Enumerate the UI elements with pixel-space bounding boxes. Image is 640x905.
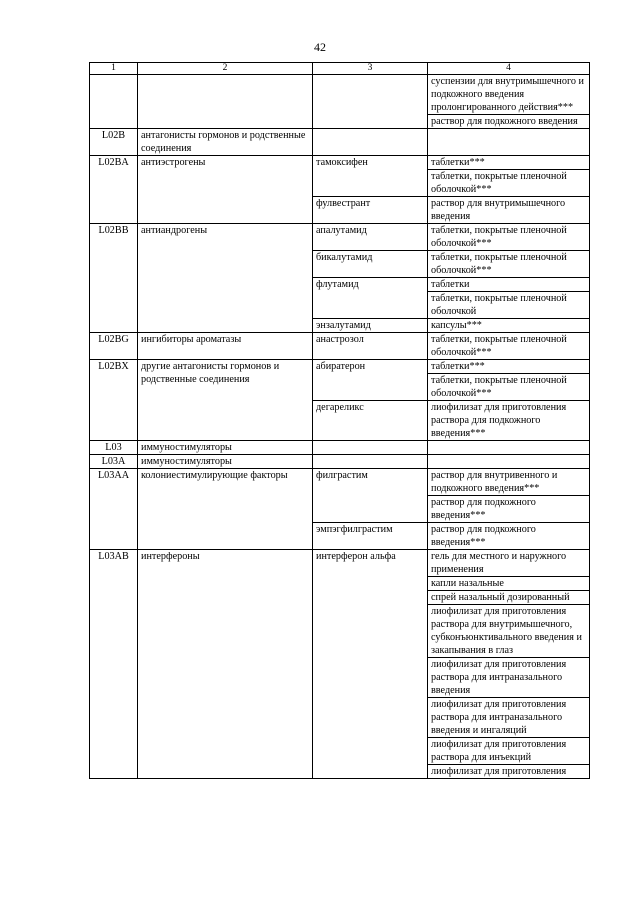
drug-name — [313, 455, 428, 469]
group-name: колониестимулирующие факторы — [138, 469, 313, 550]
table-row — [90, 360, 590, 401]
dosage-form: таблетки, покрытые пленочной оболочкой — [428, 291, 589, 318]
header-col-1: 1 — [90, 63, 138, 75]
group-name: интерфероны — [138, 550, 313, 779]
atc-code: L02BX — [90, 360, 138, 441]
page-number: 42 — [314, 40, 326, 54]
dosage-form: таблетки, покрытые пленочной оболочкой*** — [428, 373, 589, 400]
table-row — [90, 441, 590, 455]
dosage-form: таблетки*** — [431, 157, 485, 168]
dosage-form: лиофилизат для приготовления раствора для внутримышечного, субконъюнктивального введения и закапывания в глаз — [428, 604, 589, 657]
dosage-form: раствор для внутривенного и подкожного введения*** — [431, 470, 558, 494]
atc-code: L03A — [90, 455, 138, 469]
group-name — [138, 75, 313, 129]
dosage-form: таблетки, покрытые пленочной оболочкой*** — [431, 334, 567, 358]
dosage-form: раствор для подкожного введения — [428, 114, 589, 128]
header-col-2: 2 — [138, 63, 313, 75]
drug-name: интерферон альфа — [313, 550, 428, 779]
dosage-form: лиофилизат для приготовления раствора для инъекций — [428, 737, 589, 764]
group-name: антиэстрогены — [138, 156, 313, 224]
dosage-forms — [428, 278, 590, 319]
group-name: ингибиторы ароматазы — [138, 333, 313, 360]
dosage-form: капсулы*** — [431, 320, 482, 331]
dosage-form: раствор для внутримышечного введения — [431, 198, 566, 222]
table-row — [90, 469, 590, 523]
dosage-forms — [428, 224, 590, 251]
dosage-forms — [428, 251, 590, 278]
header-col-3: 3 — [313, 63, 428, 75]
drug-name: филграстим — [313, 469, 428, 523]
dosage-forms — [428, 197, 590, 224]
dosage-form: таблетки — [431, 279, 470, 290]
dosage-forms — [428, 129, 590, 156]
drug-table — [89, 62, 590, 779]
dosage-forms — [428, 523, 590, 550]
drug-name: эмпэгфилграстим — [313, 523, 428, 550]
dosage-form: гель для местного и наружного применения — [431, 551, 567, 575]
dosage-form: лиофилизат для приготовления раствора для подкожного введения*** — [431, 402, 567, 439]
drug-name: энзалутамид — [313, 319, 428, 333]
atc-code: L02BA — [90, 156, 138, 224]
dosage-form: лиофилизат для приготовления — [428, 764, 589, 778]
dosage-form: раствор для подкожного введения*** — [428, 495, 589, 522]
dosage-forms — [428, 319, 590, 333]
atc-code: L02BB — [90, 224, 138, 333]
header-row — [90, 63, 590, 75]
drug-name — [313, 441, 428, 455]
dosage-forms — [428, 360, 590, 401]
table-row — [90, 224, 590, 251]
atc-code: L02B — [90, 129, 138, 156]
group-name: иммуностимуляторы — [138, 455, 313, 469]
dosage-form: лиофилизат для приготовления раствора для интраназального введения и ингаляций — [428, 697, 589, 737]
dosage-forms — [428, 455, 590, 469]
group-name: антиандрогены — [138, 224, 313, 333]
drug-name: флутамид — [313, 278, 428, 319]
dosage-form: раствор для подкожного введения*** — [431, 524, 536, 548]
atc-code: L03AB — [90, 550, 138, 779]
dosage-form: таблетки, покрытые пленочной оболочкой*** — [431, 225, 567, 249]
group-name: антагонисты гормонов и родственные соединения — [138, 129, 313, 156]
group-name: другие антагонисты гормонов и родственные соединения — [138, 360, 313, 441]
dosage-form — [428, 441, 589, 454]
drug-name: фулвестрант — [313, 197, 428, 224]
drug-name: абиратерон — [313, 360, 428, 401]
dosage-forms — [428, 469, 590, 523]
dosage-form: таблетки*** — [431, 361, 485, 372]
drug-name: апалутамид — [313, 224, 428, 251]
table-row — [90, 156, 590, 197]
drug-name: анастрозол — [313, 333, 428, 360]
table-row — [90, 129, 590, 156]
drug-name — [313, 129, 428, 156]
dosage-form — [428, 129, 589, 142]
dosage-forms — [428, 550, 590, 779]
table-row — [90, 455, 590, 469]
atc-code: L03 — [90, 441, 138, 455]
dosage-form — [428, 455, 589, 468]
dosage-form: лиофилизат для приготовления раствора для интраназального введения — [428, 657, 589, 697]
drug-name: тамоксифен — [313, 156, 428, 197]
dosage-forms — [428, 333, 590, 360]
header-col-4: 4 — [428, 63, 590, 75]
drug-name: бикалутамид — [313, 251, 428, 278]
group-name: иммуностимуляторы — [138, 441, 313, 455]
table-row — [90, 75, 590, 129]
table-row — [90, 333, 590, 360]
dosage-forms — [428, 156, 590, 197]
dosage-forms — [428, 75, 590, 129]
atc-code — [90, 75, 138, 129]
dosage-form: капли назальные — [428, 576, 589, 590]
table-row — [90, 550, 590, 779]
atc-code: L03AA — [90, 469, 138, 550]
drug-name: дегареликс — [313, 401, 428, 441]
dosage-form: таблетки, покрытые пленочной оболочкой*** — [428, 169, 589, 196]
dosage-form: таблетки, покрытые пленочной оболочкой*** — [431, 252, 567, 276]
dosage-form: спрей назальный дозированный — [428, 590, 589, 604]
drug-name — [313, 75, 428, 129]
dosage-forms — [428, 441, 590, 455]
dosage-form: суспензии для внутримышечного и подкожного введения пролонгированного действия*** — [431, 76, 584, 113]
dosage-forms — [428, 401, 590, 441]
atc-code: L02BG — [90, 333, 138, 360]
